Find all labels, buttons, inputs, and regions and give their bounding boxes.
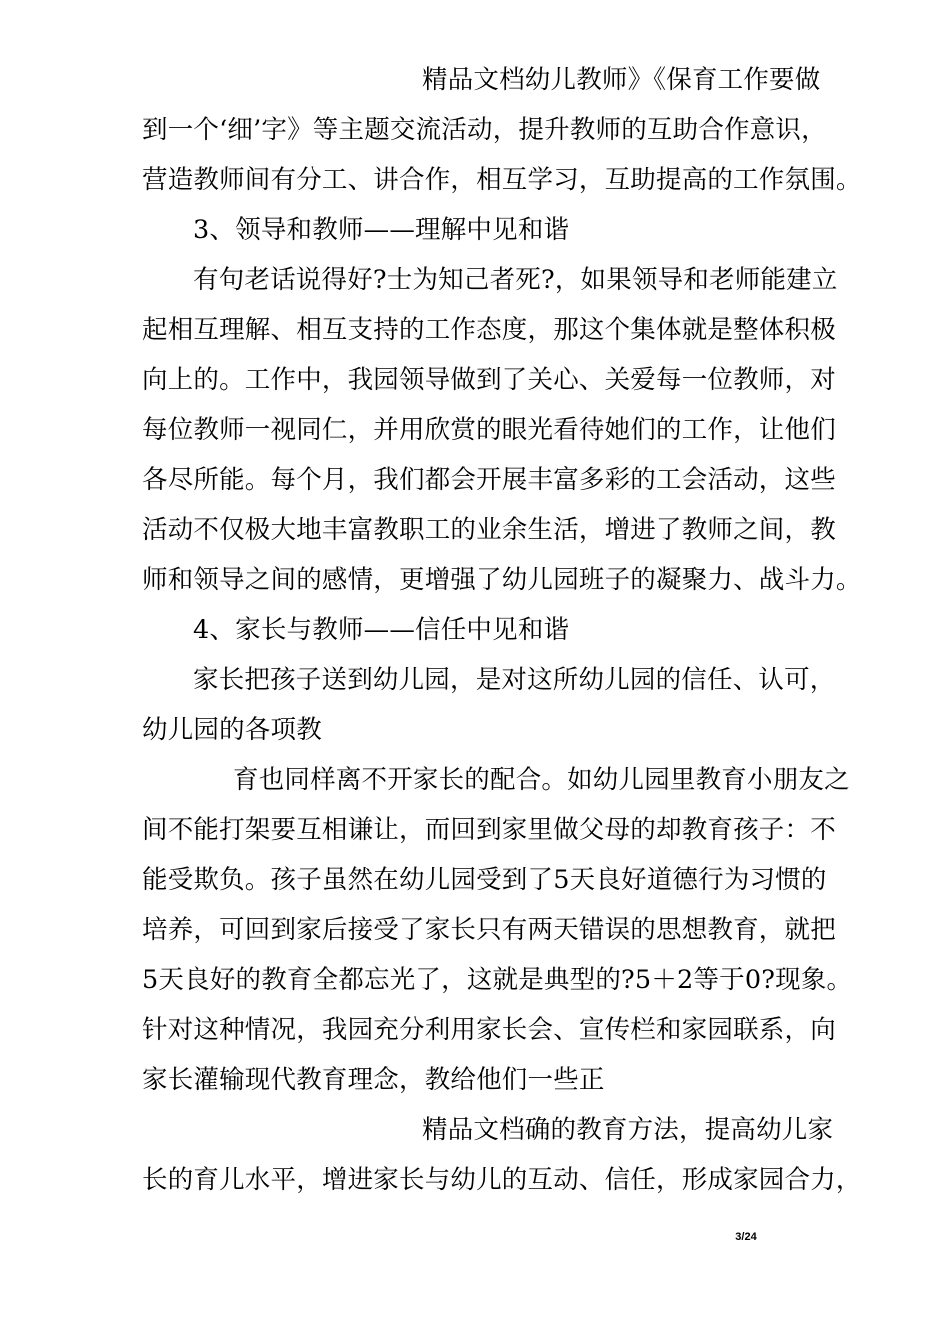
page-number: 3/24 bbox=[735, 1231, 757, 1243]
text-line-21: 家长灌输现代教育理念，教给他们一些正 bbox=[142, 1065, 605, 1095]
text-line-1: 精品文档幼儿教师》《保育工作要做 bbox=[422, 65, 821, 95]
text-line-16: 间不能打架要互相谦让，而回到家里做父母的却教育孩子：不 bbox=[142, 815, 836, 845]
text-line-19: 5天良好的教育全都忘光了，这就是典型的?5＋2等于0?现象。 bbox=[142, 965, 853, 995]
text-line-14: 幼儿园的各项教 bbox=[142, 715, 322, 745]
text-line-7: 向上的。工作中，我园领导做到了关心、关爱每一位教师，对 bbox=[142, 365, 836, 395]
text-line-17: 能受欺负。孩子虽然在幼儿园受到了5天良好道德行为习惯的 bbox=[142, 865, 827, 895]
text-line-6: 起相互理解、相互支持的工作态度，那这个集体就是整体积极 bbox=[142, 315, 836, 345]
text-line-3: 营造教师间有分工、讲合作，相互学习，互助提高的工作氛围。 bbox=[142, 165, 862, 195]
text-line-9: 各尽所能。每个月，我们都会开展丰富多彩的工会活动，这些 bbox=[142, 465, 836, 495]
text-line-15: 育也同样离不开家长的配合。如幼儿园里教育小朋友之 bbox=[233, 765, 850, 795]
text-line-8: 每位教师一视同仁，并用欣赏的眼光看待她们的工作，让他们 bbox=[142, 415, 836, 445]
section-heading-4: 4、家长与教师——信任中见和谐 bbox=[193, 615, 570, 645]
section-heading-3: 3、领导和教师——理解中见和谐 bbox=[193, 215, 570, 245]
text-line-5: 有句老话说得好?士为知己者死?，如果领导和老师能建立 bbox=[193, 265, 838, 295]
text-line-23: 长的育儿水平，增进家长与幼儿的互动、信任，形成家园合力， bbox=[142, 1165, 862, 1195]
text-line-13: 家长把孩子送到幼儿园，是对这所幼儿园的信任、认可， bbox=[193, 665, 836, 695]
text-line-22: 精品文档确的教育方法，提高幼儿家 bbox=[422, 1115, 834, 1145]
text-line-11: 师和领导之间的感情，更增强了幼儿园班子的凝聚力、战斗力。 bbox=[142, 565, 862, 595]
text-line-20: 针对这种情况，我园充分利用家长会、宣传栏和家园联系，向 bbox=[142, 1015, 836, 1045]
text-line-2: 到一个‘细’字》等主题交流活动，提升教师的互助合作意识， bbox=[142, 115, 827, 145]
text-line-10: 活动不仅极大地丰富教职工的业余生活，增进了教师之间，教 bbox=[142, 515, 836, 545]
text-line-18: 培养，可回到家后接受了家长只有两天错误的思想教育，就把 bbox=[142, 915, 836, 945]
